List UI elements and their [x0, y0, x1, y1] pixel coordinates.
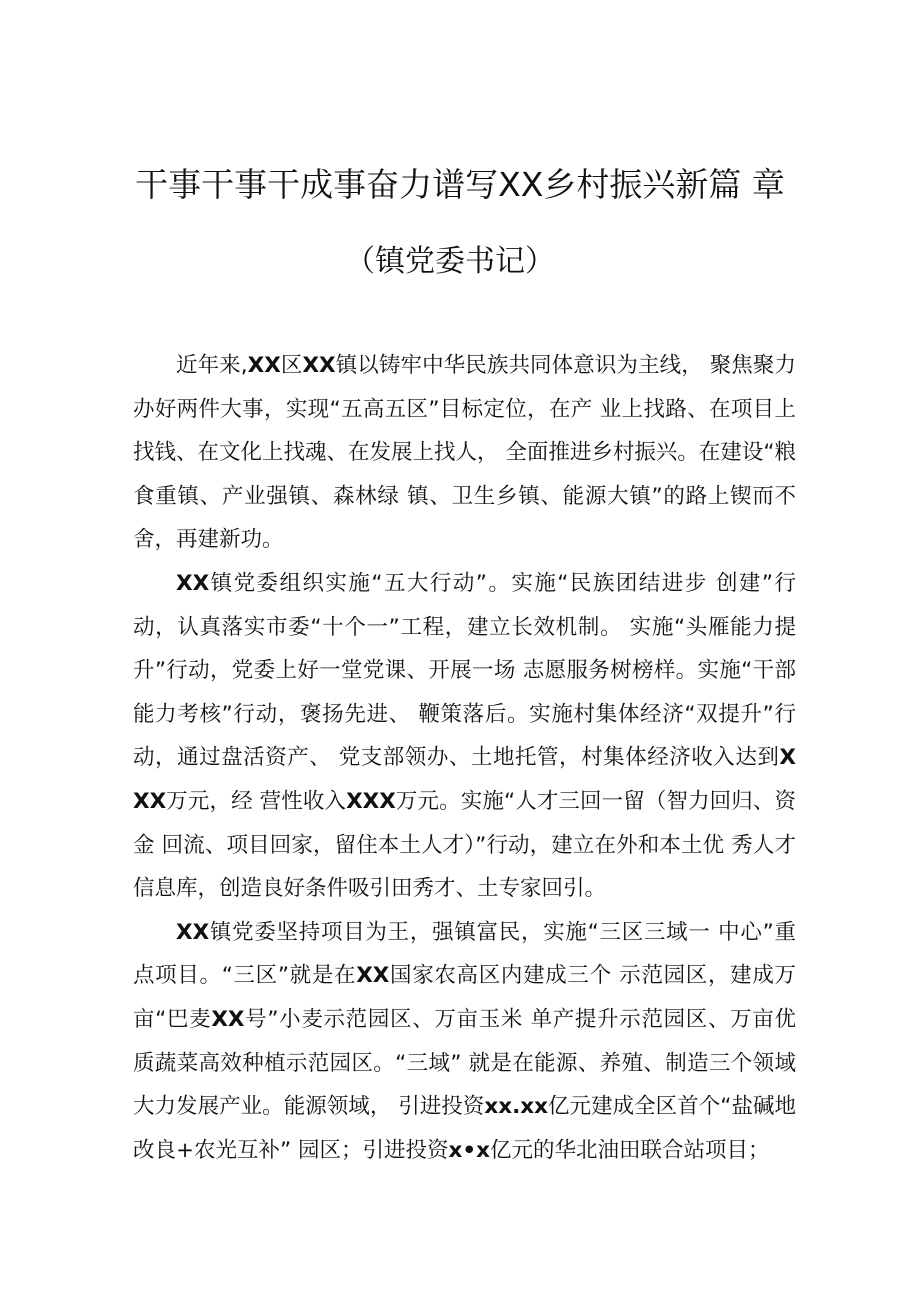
- paragraph-1: [133, 344, 796, 562]
- paragraph-2: [133, 562, 796, 911]
- document-body: [133, 344, 796, 1172]
- text-segment: 近年来,: [176, 353, 248, 378]
- text-segment-bold: XX: [176, 919, 210, 945]
- text-segment-bold: XXX: [133, 745, 796, 814]
- text-segment: 镇党委组织实施“五大行动”。实施“民族团结进步 创建”行动，认真落实市委“十个一”工程，建立长效机制。 实施“头雁能力提升”行动，党委上好一堂党课、开展一场 志愿服务树榜样。实施“干部能力考核”行动，褒扬先进、 鞭策落后。实施村集体经济“双提升”行动，通过盘活资产、 党支部领办、土地托管，村集体经济收入达到: [133, 570, 796, 771]
- text-segment-bold: XXX: [346, 788, 396, 814]
- text-segment: 亿元的华北油田联合站项目；: [489, 1137, 770, 1163]
- text-segment: 镇以铸牢中华民族共同体意识为主线， 聚焦聚力办好两件大事，实现“五高五区”目标定位，在产 业上找路、在项目上找钱、在文化上找魂、在发展上找人， 全面推进乡村振兴。在建设“粮食重镇、产业强镇、森林绿 镇、卫生乡镇、能源大镇”的路上锲而不舍，再建新功。: [133, 353, 796, 553]
- text-segment: 号”小麦示范园区、万亩玉米 单产提升示范园区、万亩优质蔬菜高效种植示范园区。“三域” 就是在能源、养殖、制造三个领域大力发展产业。能源领域， 引进投资: [133, 1006, 796, 1120]
- text-segment: 区: [280, 353, 303, 378]
- text-segment: 万元，经 营性收入: [166, 788, 347, 814]
- text-segment: 镇党委坚持项目为王，强镇富民，实施“三区三域一 中心”重点项目。“三区”就是在: [133, 919, 796, 989]
- text-segment-bold: xx.xx: [484, 1094, 548, 1120]
- text-segment: 国家农高区内建成三个 示范园区，建成万亩“巴麦: [133, 963, 797, 1032]
- text-segment-bold: XX: [356, 963, 390, 989]
- text-segment-bold: XX: [211, 1006, 245, 1032]
- text-segment: 亿元建成全区首个“盐碱地改良+农光互补” 园区；引进投资: [133, 1094, 797, 1163]
- text-segment-bold: XX: [247, 353, 281, 378]
- document-title: 干事干事干成事奋力谱写XX乡村振兴新篇 章: [135, 165, 785, 204]
- text-segment-bold: XX: [302, 353, 336, 378]
- document-subtitle: （镇党委书记）: [345, 244, 555, 279]
- text-segment-bold: x•x: [448, 1137, 490, 1163]
- text-segment: 万元。实施“人才三回一留（智力回归、资金 回流、项目回家，留住本土人才）”行动，建立在外和本土优 秀人才信息库，创造良好条件吸引田秀才、土专家回引。: [133, 788, 797, 902]
- text-segment-bold: XX: [176, 570, 210, 596]
- paragraph-3: [133, 911, 796, 1173]
